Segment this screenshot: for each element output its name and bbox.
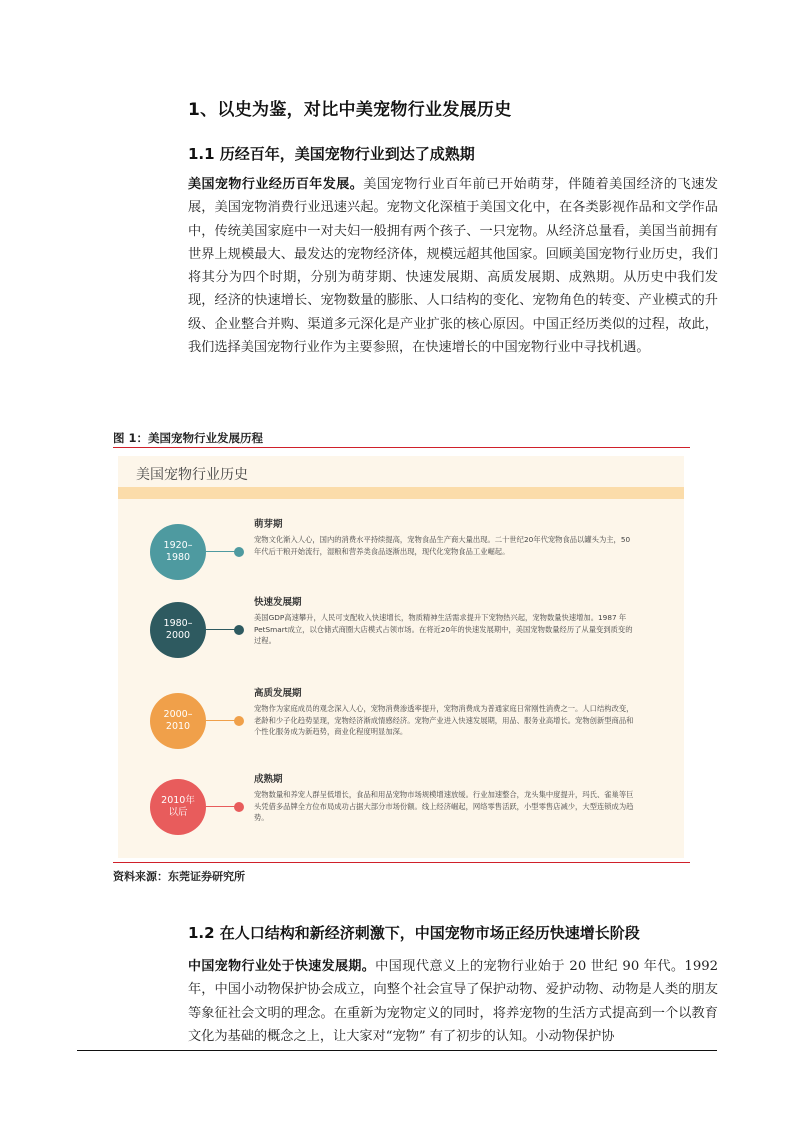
timeline-figure [118,456,684,858]
page-footer-rule [77,1050,717,1051]
era-title: 高质发展期 [254,688,302,699]
figure-bottom-rule [113,862,690,863]
era-description: 宠物文化渐入人心，国内的消费水平持续提高，宠物食品生产商大量出现。二十世纪20年代宠物食品以罐头为主，50年代后干粮开始流行，湿粮和营养类食品逐渐出现，现代化宠物食品工业崛起。 [254,535,631,556]
era-period-circle [150,693,206,749]
era-dot [234,716,244,726]
era-period-circle [150,779,206,835]
paragraph-lead: 美国宠物行业经历百年发展。 [188,177,364,192]
era-description: 宠物数量和养宠人群呈低增长，食品和用品宠物市场规模增速放缓。行业加速整合，龙头集中度提升，玛氏、雀巢等巨头凭借多品牌全方位布局成功占据大部分市场份额。线上经济崛起，网络零售活跃，小型零售店减少，大型连锁成为趋势。 [254,790,634,822]
figure-caption: 图 1：美国宠物行业发展历程 [113,431,264,445]
era-connector [206,551,236,552]
era-connector [206,629,236,630]
era-description: 宠物作为家庭成员的观念深入人心，宠物消费渗透率提升，宠物消费成为普通家庭日常刚性消费之一。人口结构改变，老龄和少子化趋势显现，宠物经济渐成情感经济。宠物产业进入快速发展期，用品、服务业高增长。宠物创新型商品和个性化服务成为新趋势，商业化程度明显加深。 [254,704,634,736]
era-period-circle [150,602,206,658]
section-heading: 1、以史为鉴，对比中美宠物行业发展历史 [188,100,512,120]
era-period-start: 2010年 [161,795,195,806]
paragraph-1-2 [188,955,718,1048]
figure-title-band [118,487,684,499]
figure-title: 美国宠物行业历史 [136,467,248,483]
era-period-end: 以后 [168,807,188,818]
era-dot [234,625,244,635]
subsection-heading-1-2: 1.2 在人口结构和新经济刺激下，中国宠物市场正经历快速增长阶段 [188,924,640,942]
era-title: 萌芽期 [254,519,283,530]
era-period-end: 2010 [165,721,191,732]
era-period-end: 1980 [165,552,191,563]
subsection-heading-1-1: 1.1 历经百年，美国宠物行业到达了成熟期 [188,145,475,163]
figure-source: 资料来源：东莞证券研究所 [113,870,245,883]
era-connector [206,806,236,807]
era-dot [234,547,244,557]
era-period-circle [150,524,206,580]
paragraph-1-1 [188,173,718,359]
era-description: 美国GDP高速攀升，人民可支配收入快速增长，物质精神生活需求提升下宠物热兴起，宠物数量快速增加。1987 年PetSmart成立，以仓储式商圈大店模式占领市场。在将近20年的快速发展期中，美国宠物数量经历了从量变到质变的过程。 [254,613,633,645]
era-dot [234,802,244,812]
paragraph-body: 中国现代意义上的宠物行业始于 20 世纪 90 年代。1992 年，中国小动物保护协会成立，向整个社会宣导了保护动物、爱护动物、动物是人类的朋友等象征社会文明的理念。在重新为宠物定义的同时，将养宠物的生活方式提高到一个以教育文化为基础的概念之上，让大家对“宠物” 有了初步的认知。小动物保护协 [188,959,718,1044]
paragraph-lead: 中国宠物行业处于快速发展期。 [188,959,376,974]
era-period-start: 2000– [163,709,193,720]
paragraph-body: 美国宠物行业百年前已开始萌芽，伴随着美国经济的飞速发展，美国宠物消费行业迅速兴起。宠物文化深植于美国文化中，在各类影视作品和文学作品中，传统美国家庭中一对夫妇一般拥有两个孩子、一只宠物。从经济总量看，美国当前拥有世界上规模最大、最发达的宠物经济体，规模远超其他国家。回顾美国宠物行业历史，我们将其分为四个时期，分别为萌芽期、快速发展期、高质发展期、成熟期。从历史中我们发现，经济的快速增长、宠物数量的膨胀、人口结构的变化、宠物角色的转变、产业模式的升级、企业整合并购、渠道多元深化是产业扩张的核心原因。中国正经历类似的过程，故此，我们选择美国宠物行业作为主要参照，在快速增长的中国宠物行业中寻找机遇。 [188,177,718,356]
era-period-start: 1980– [163,618,193,629]
era-period-end: 2000 [165,630,191,641]
era-period-start: 1920– [163,540,193,551]
era-title: 成熟期 [254,774,283,785]
era-connector [206,720,236,721]
figure-top-rule [113,447,690,448]
era-title: 快速发展期 [254,597,302,608]
